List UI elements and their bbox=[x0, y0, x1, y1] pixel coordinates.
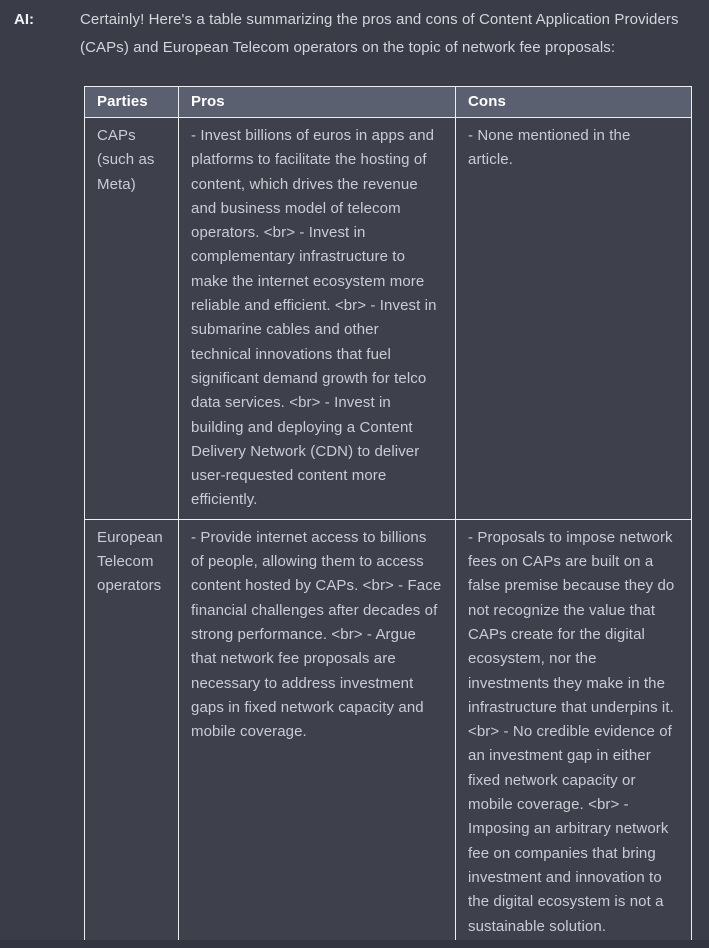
cell-cons: - Proposals to impose network fees on CAPs are built on a false premise because they do not recognize the value that CAPs create for the digital ecosystem, nor the investments they make in the infrastructure that underpins it. <br> - No credible evidence of an investment gap in either fixed network capacity or mobile coverage. <br> - Imposing an arbitrary network fee on companies that bring investment and innovation to the digital ecosystem is not a sustainable solution. bbox=[456, 519, 692, 945]
pros-cons-table bbox=[84, 86, 692, 946]
column-header-parties: Parties bbox=[85, 87, 179, 118]
table-row bbox=[85, 519, 692, 945]
table-row bbox=[85, 118, 692, 520]
table-header-row bbox=[85, 87, 692, 118]
cell-cons: - None mentioned in the article. bbox=[456, 118, 692, 520]
column-header-pros: Pros bbox=[179, 87, 456, 118]
ai-message-body bbox=[80, 6, 709, 946]
cell-pros: - Invest billions of euros in apps and platforms to facilitate the hosting of content, which drives the revenue and business model of telecom operators. <br> - Invest in complementary infrastructure to make the internet ecosystem more reliable and efficient. <br> - Invest in submarine cables and other technical innovations that fuel significant demand growth for telco data services. <br> - Invest in building and deploying a Content Delivery Network (CDN) to deliver user-requested content more efficiently. bbox=[179, 118, 456, 520]
message-intro-text: Certainly! Here's a table summarizing the pros and cons of Content Application Providers (CAPs) and European Telecom operators on the topic of network fee proposals: bbox=[80, 11, 679, 56]
cell-parties: CAPs (such as Meta) bbox=[85, 118, 179, 520]
cell-parties: European Telecom operators bbox=[85, 519, 179, 945]
bottom-divider bbox=[0, 940, 709, 948]
ai-speaker-label: AI: bbox=[14, 11, 34, 28]
column-header-cons: Cons bbox=[456, 87, 692, 118]
cell-pros: - Provide internet access to billions of people, allowing them to access content hosted by CAPs. <br> - Face financial challenges after decades of strong performance. <br> - Argue that network fee proposals are necessary to address investment gaps in fixed network capacity and mobile coverage. bbox=[179, 519, 456, 945]
